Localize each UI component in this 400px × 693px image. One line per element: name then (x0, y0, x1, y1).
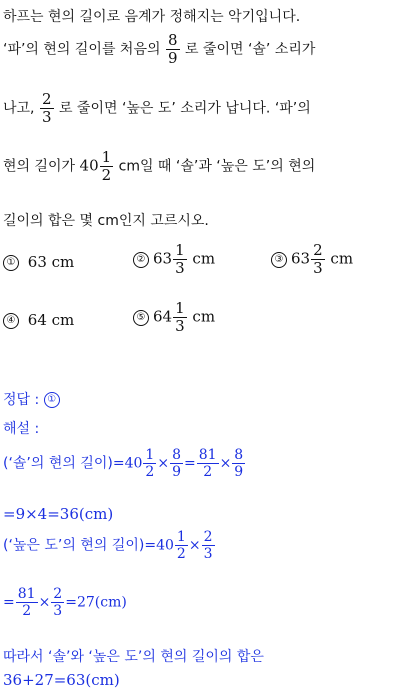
solution-step-4: = $\frac{81}{2}$ × $\frac{2}{3}$ =27(cm) (3, 586, 127, 619)
fraction-1-2: $\frac{1}{2}$ (101, 148, 112, 184)
choice-number: ⑤ (133, 310, 149, 326)
answer-line (3, 389, 64, 409)
choice-5[interactable]: ⑤ 64 $\frac{1}{3}$ cm (133, 301, 215, 334)
solution-step-2: =9×4=36(cm) (3, 505, 114, 523)
choice-3[interactable]: ③ 63 $\frac{2}{3}$ cm (271, 243, 353, 276)
answer-label: 정답 : (3, 392, 40, 408)
problem-text: 현의 길이가 (3, 158, 76, 175)
solution-step-6: 36+27=63(cm) (3, 671, 120, 689)
problem-line-3 (3, 92, 311, 125)
problem-text: 로 줄이면 ‘솔’ 소리가 (184, 41, 316, 58)
choice-2[interactable]: ② 63 $\frac{1}{3}$ cm (133, 243, 215, 276)
fraction-2-3: $\frac{2}{3}$ (41, 90, 52, 126)
problem-text: 하프는 현의 길이로 음계가 정해지는 악기입니다. (3, 9, 301, 25)
fraction-8-9: $\frac{8}{9}$ (167, 31, 178, 67)
choice-1[interactable]: ① 63 cm (3, 253, 74, 271)
solution-label: 해설 : (3, 421, 40, 437)
problem-line-2 (3, 33, 315, 66)
solution-step-1: (‘솔’의 현의 길이)=40 $\frac{1}{2}$ × $\frac{8}{9}$ = $\frac{81}{2}$ × $\frac{8}{9}$ (3, 447, 244, 480)
choice-number: ② (133, 252, 149, 268)
problem-line-5 (3, 210, 209, 230)
problem-line-1 (3, 6, 300, 26)
problem-line-4 (3, 150, 315, 183)
problem-text: 길이의 합은 몇 cm인지 고르시오. (3, 213, 209, 229)
choice-number: ① (3, 255, 19, 271)
problem-text: cm일 때 ‘솔’과 ‘높은 도’의 현의 (118, 158, 316, 175)
solution-step-3: (‘높은 도’의 현의 길이)=40 $\frac{1}{2}$ × $\frac{2}{3}$ (3, 529, 213, 562)
choice-number: ④ (3, 313, 19, 329)
choice-number: ③ (271, 252, 287, 268)
problem-text: 로 줄이면 ‘높은 도’ 소리가 납니다. ‘파’의 (58, 100, 311, 117)
choice-4[interactable]: ④ 64 cm (3, 311, 74, 329)
answer-value: ① (44, 392, 60, 408)
solution-step-5: 따라서 ‘솔’와 ‘높은 도’의 현의 길이의 합은 (3, 649, 264, 665)
problem-text: 나고, (3, 100, 35, 117)
mixed-number-whole: 40 (79, 156, 99, 175)
problem-text: ‘파’의 현의 길이를 처음의 (3, 41, 161, 58)
